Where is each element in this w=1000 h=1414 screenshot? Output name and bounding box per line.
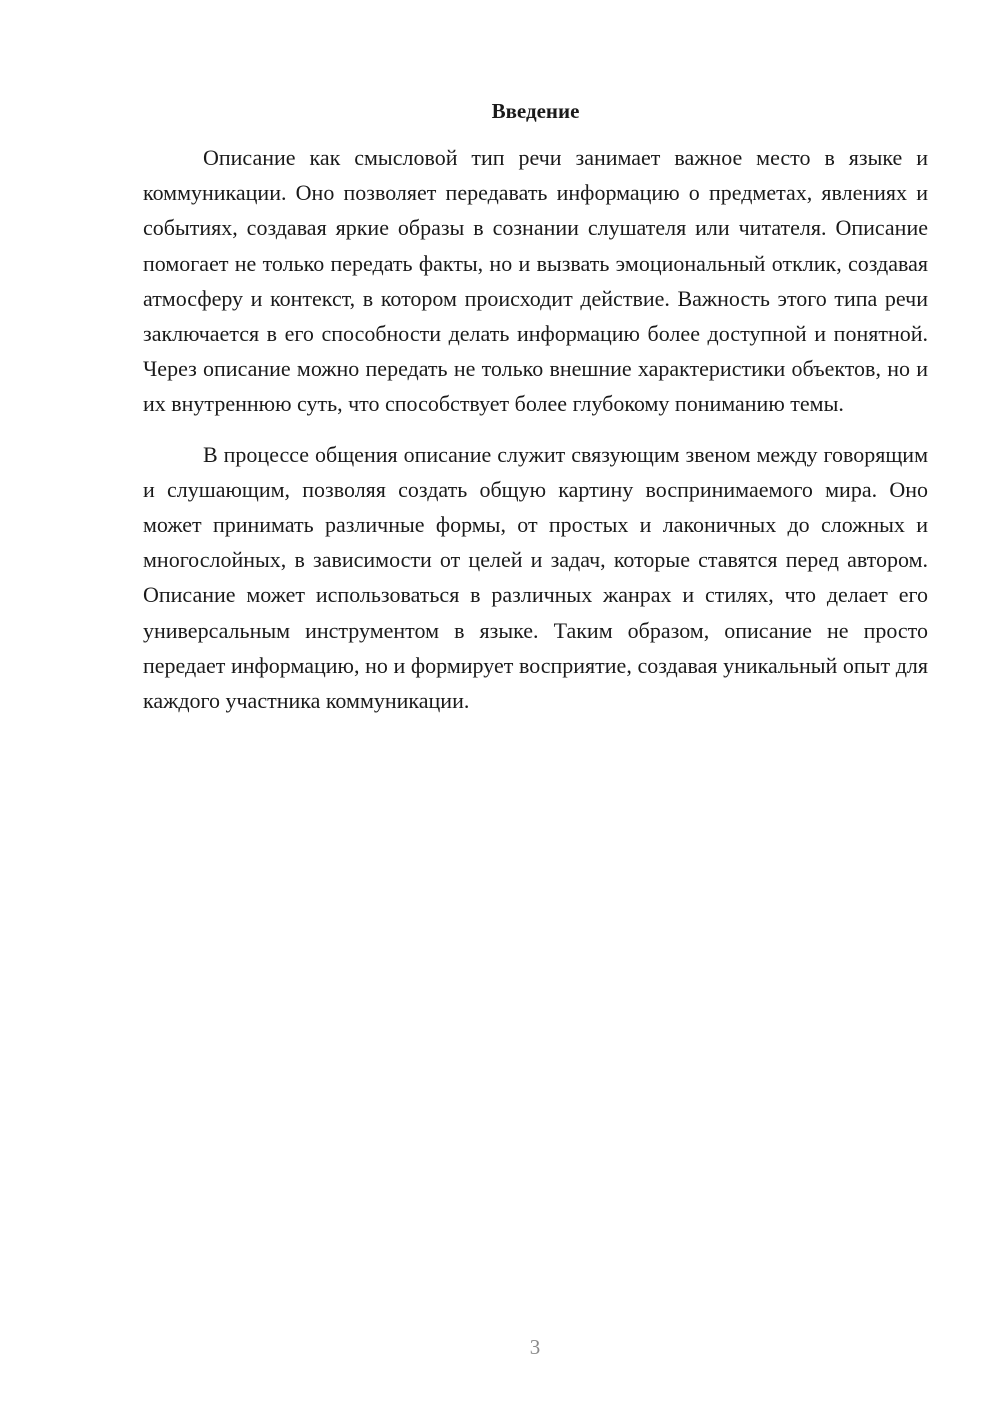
page-number: 3: [529, 1335, 541, 1359]
section-heading: Введение: [491, 99, 580, 123]
page-content: [143, 96, 928, 718]
paragraph-2: В процессе общения описание служит связующим звеном между говорящим и слушающим, позволяя создать общую картину воспринимаемого мира. Оно может принимать различные формы, от простых и лаконичных до сложных и многослойных, в зависимости от целей и задач, которые ставятся перед автором. Описание может использоваться в различных жанрах и стилях, что делает его универсальным инструментом в языке. Таким образом, описание не просто передает информацию, но и формирует восприятие, создавая уникальный опыт для каждого участника коммуникации.: [143, 441, 928, 714]
paragraph-1: Описание как смысловой тип речи занимает важное место в языке и коммуникации. Оно позволяет передавать информацию о предметах, явлениях и событиях, создавая яркие образы в сознании слушателя или читателя. Описание помогает не только передать факты, но и вызвать эмоциональный отклик, создавая атмосферу и контекст, в котором происходит действие. Важность этого типа речи заключается в его способности делать информацию более доступной и понятной. Через описание можно передать не только внешние характеристики объектов, но и их внутреннюю суть, что способствует более глубокому пониманию темы.: [143, 145, 928, 417]
